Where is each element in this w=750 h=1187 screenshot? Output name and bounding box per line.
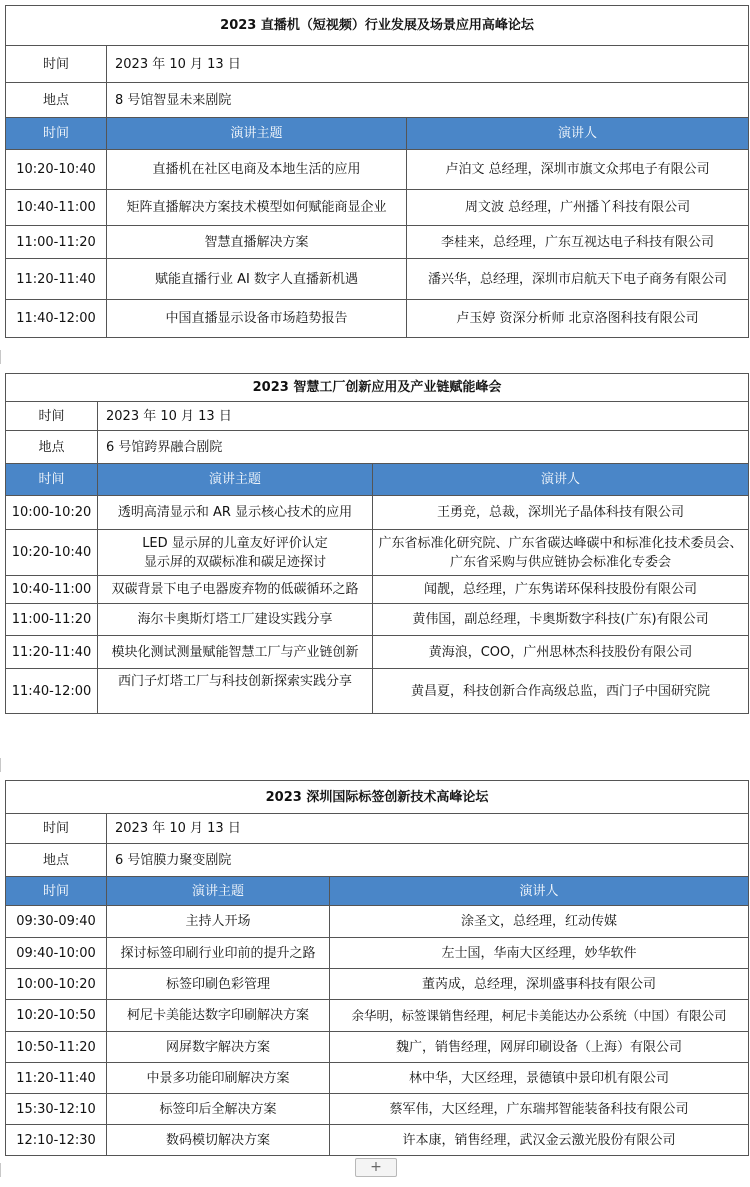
table-row	[6, 530, 749, 576]
row-time: 10:00-10:20	[6, 496, 98, 530]
place-row	[6, 844, 749, 877]
row-time: 11:20-11:40	[6, 259, 107, 300]
table-row	[6, 226, 749, 259]
column-header-row	[6, 118, 749, 150]
schedule-table-label-forum	[5, 780, 749, 1156]
table-resize-handle[interactable]	[0, 758, 4, 772]
row-topic: 网屏数字解决方案	[107, 1032, 330, 1063]
column-header-time: 时间	[6, 464, 98, 496]
table-title-row	[6, 781, 749, 814]
row-time: 11:20-11:40	[6, 636, 98, 669]
table-title-row	[6, 6, 749, 46]
row-topic: 赋能直播行业 AI 数字人直播新机遇	[107, 259, 407, 300]
row-time: 11:20-11:40	[6, 1063, 107, 1094]
table-title: 2023 直播机（短视频）行业发展及场景应用高峰论坛	[6, 6, 749, 46]
table-row	[6, 300, 749, 338]
place-row	[6, 83, 749, 118]
row-time: 10:40-11:00	[6, 576, 98, 604]
row-speaker: 李桂来，总经理，广东互视达电子科技有限公司	[407, 226, 749, 259]
row-time: 12:10-12:30	[6, 1125, 107, 1156]
row-time: 11:00-11:20	[6, 604, 98, 636]
row-topic: 主持人开场	[107, 906, 330, 938]
row-speaker: 涂圣文，总经理，红动传媒	[330, 906, 749, 938]
place-label: 地点	[6, 844, 107, 877]
row-topic: 标签印刷色彩管理	[107, 969, 330, 1000]
time-label: 时间	[6, 402, 98, 431]
row-speaker: 左士国，华南大区经理，妙华软件	[330, 938, 749, 969]
row-time: 10:00-10:20	[6, 969, 107, 1000]
time-row	[6, 814, 749, 844]
row-time: 10:20-10:50	[6, 1000, 107, 1032]
table-resize-handle[interactable]	[0, 350, 4, 364]
row-time: 09:40-10:00	[6, 938, 107, 969]
row-speaker: 魏广，销售经理，网屏印刷设备（上海）有限公司	[330, 1032, 749, 1063]
table-row	[6, 636, 749, 669]
place-row	[6, 431, 749, 464]
table-row	[6, 1032, 749, 1063]
table-row	[6, 906, 749, 938]
table-row	[6, 576, 749, 604]
row-speaker: 卢玉婷 资深分析师 北京洛图科技有限公司	[407, 300, 749, 338]
row-time: 11:40-12:00	[6, 669, 98, 714]
row-speaker: 卢泊文 总经理，深圳市旗文众邦电子有限公司	[407, 150, 749, 190]
table-row	[6, 1125, 749, 1156]
row-speaker: 黄伟国，副总经理，卡奥斯数字科技(广东)有限公司	[373, 604, 749, 636]
row-topic: 数码模切解决方案	[107, 1125, 330, 1156]
time-row	[6, 46, 749, 83]
add-row-button[interactable]: +	[355, 1158, 397, 1177]
row-time: 11:00-11:20	[6, 226, 107, 259]
table-title: 2023 智慧工厂创新应用及产业链赋能峰会	[6, 374, 749, 402]
place-label: 地点	[6, 431, 98, 464]
table-row	[6, 190, 749, 226]
row-time: 09:30-09:40	[6, 906, 107, 938]
row-time: 10:40-11:00	[6, 190, 107, 226]
column-header-topic: 演讲主题	[98, 464, 373, 496]
row-topic: 模块化测试测量赋能智慧工厂与产业链创新	[98, 636, 373, 669]
table-title: 2023 深圳国际标签创新技术高峰论坛	[6, 781, 749, 814]
row-topic: 标签印后全解决方案	[107, 1094, 330, 1125]
row-time: 15:30-12:10	[6, 1094, 107, 1125]
row-speaker: 黄海浪，COO，广州思林杰科技股份有限公司	[373, 636, 749, 669]
row-time: 10:20-10:40	[6, 530, 98, 576]
event-date: 2023 年 10 月 13 日	[107, 46, 749, 83]
time-label: 时间	[6, 46, 107, 83]
column-header-speaker: 演讲人	[330, 877, 749, 906]
row-speaker: 董芮成，总经理，深圳盛事科技有限公司	[330, 969, 749, 1000]
row-speaker: 王勇竞，总裁，深圳光子晶体科技有限公司	[373, 496, 749, 530]
table-resize-handle[interactable]	[0, 1163, 4, 1177]
time-row	[6, 402, 749, 431]
table-row	[6, 938, 749, 969]
row-speaker: 林中华，大区经理，景德镇中景印机有限公司	[330, 1063, 749, 1094]
row-speaker: 周文波 总经理，广州播丫科技有限公司	[407, 190, 749, 226]
row-speaker: 闻靓，总经理，广东隽诺环保科技股份有限公司	[373, 576, 749, 604]
table-row	[6, 604, 749, 636]
row-topic: LED 显示屏的儿童友好评价认定 显示屏的双碳标准和碳足迹探讨	[98, 530, 373, 576]
table-row	[6, 496, 749, 530]
event-date: 2023 年 10 月 13 日	[98, 402, 749, 431]
row-topic: 西门子灯塔工厂与科技创新探索实践分享	[98, 669, 373, 714]
row-topic: 双碳背景下电子电器废弃物的低碳循环之路	[98, 576, 373, 604]
row-topic: 探讨标签印刷行业印前的提升之路	[107, 938, 330, 969]
row-speaker: 蔡军伟，大区经理，广东瑞邦智能装备科技有限公司	[330, 1094, 749, 1125]
column-header-topic: 演讲主题	[107, 877, 330, 906]
row-topic: 海尔卡奥斯灯塔工厂建设实践分享	[98, 604, 373, 636]
column-header-speaker: 演讲人	[373, 464, 749, 496]
schedule-table-smart-factory	[5, 373, 749, 714]
row-speaker: 广东省标准化研究院、广东省碳达峰碳中和标准化技术委员会、广东省采购与供应链协会标准化专委会	[373, 530, 749, 576]
column-header-time: 时间	[6, 877, 107, 906]
table-row	[6, 150, 749, 190]
column-header-row	[6, 877, 749, 906]
table-row	[6, 1063, 749, 1094]
table-title-row	[6, 374, 749, 402]
table-row	[6, 1000, 749, 1032]
event-place: 8 号馆智显未来剧院	[107, 83, 749, 118]
table-row	[6, 969, 749, 1000]
column-header-time: 时间	[6, 118, 107, 150]
row-speaker: 余华明，标签课销售经理，柯尼卡美能达办公系统（中国）有限公司	[330, 1000, 749, 1032]
row-topic: 智慧直播解决方案	[107, 226, 407, 259]
row-topic: 中景多功能印刷解决方案	[107, 1063, 330, 1094]
row-topic: 柯尼卡美能达数字印刷解决方案	[107, 1000, 330, 1032]
row-time: 10:50-11:20	[6, 1032, 107, 1063]
column-header-topic: 演讲主题	[107, 118, 407, 150]
row-topic: 矩阵直播解决方案技术模型如何赋能商显企业	[107, 190, 407, 226]
column-header-speaker: 演讲人	[407, 118, 749, 150]
column-header-row	[6, 464, 749, 496]
row-speaker: 黄昌夏，科技创新合作高级总监，西门子中国研究院	[373, 669, 749, 714]
table-row	[6, 669, 749, 714]
time-label: 时间	[6, 814, 107, 844]
place-label: 地点	[6, 83, 107, 118]
schedule-table-livestream	[5, 5, 749, 338]
row-speaker: 许本康，销售经理，武汉金云激光股份有限公司	[330, 1125, 749, 1156]
table-row	[6, 259, 749, 300]
row-time: 11:40-12:00	[6, 300, 107, 338]
table-row	[6, 1094, 749, 1125]
event-date: 2023 年 10 月 13 日	[107, 814, 749, 844]
row-topic: 透明高清显示和 AR 显示核心技术的应用	[98, 496, 373, 530]
row-topic: 直播机在社区电商及本地生活的应用	[107, 150, 407, 190]
row-topic: 中国直播显示设备市场趋势报告	[107, 300, 407, 338]
event-place: 6 号馆膜力聚变剧院	[107, 844, 749, 877]
row-speaker: 潘兴华，总经理，深圳市启航天下电子商务有限公司	[407, 259, 749, 300]
event-place: 6 号馆跨界融合剧院	[98, 431, 749, 464]
row-time: 10:20-10:40	[6, 150, 107, 190]
